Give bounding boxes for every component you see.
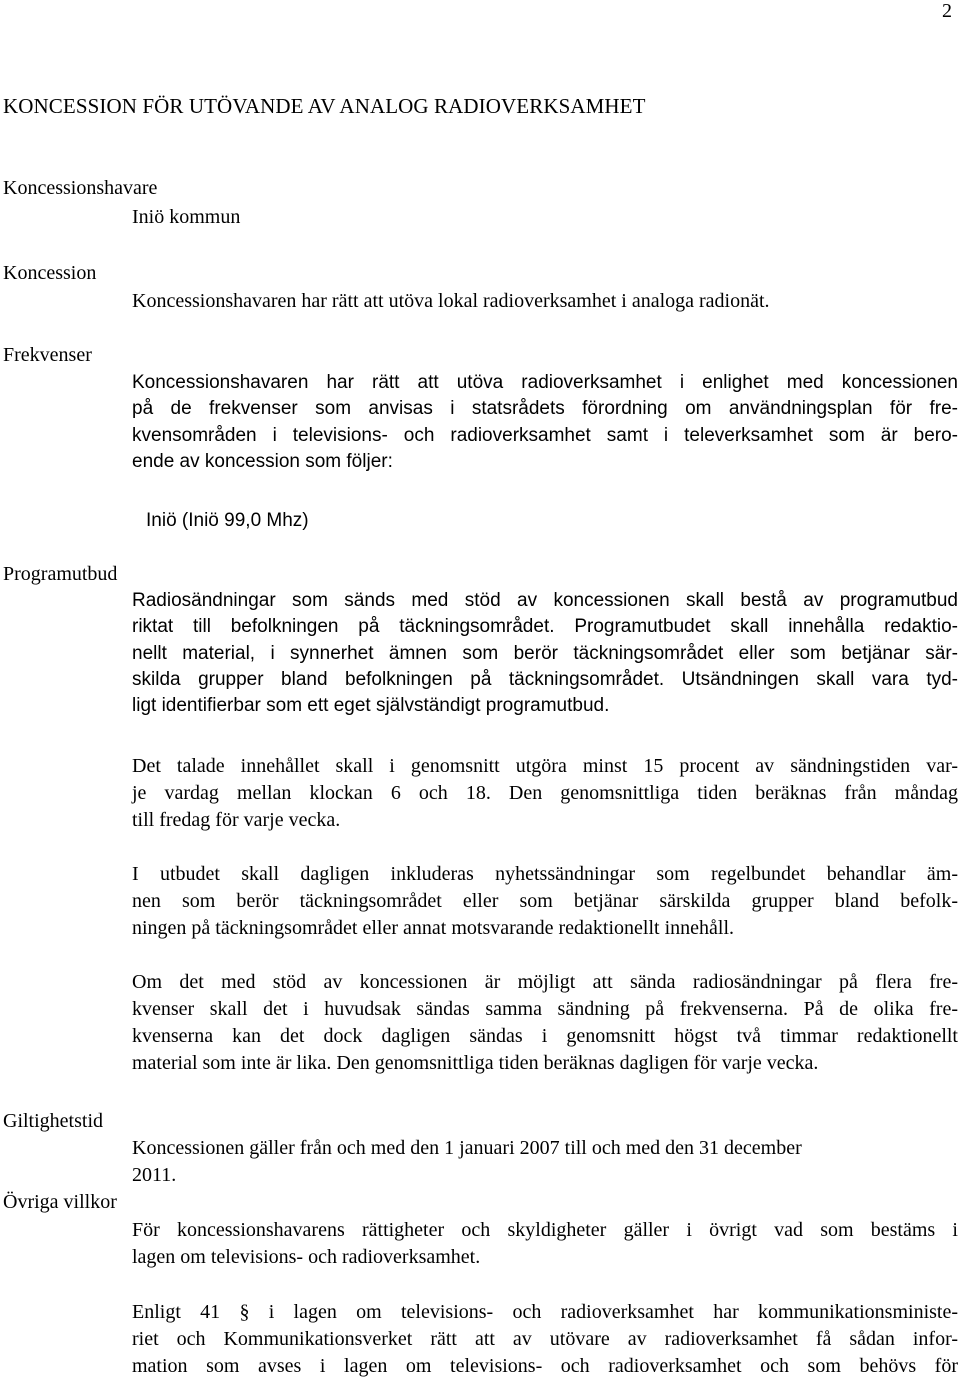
programutbud-paragraph-2 — [132, 753, 958, 834]
text-line: Enligt 41 § i lagen om televisions- och radioverksamhet har kommunikationsministe- — [132, 1301, 958, 1323]
text-line: material som inte är lika. Den genomsnittliga tiden beräknas dagligen för varje vecka. — [132, 1052, 819, 1074]
text-line: ligt identifierbar som ett eget självständigt programutbud. — [132, 695, 610, 717]
ovriga-villkor-paragraph-2 — [132, 1299, 958, 1380]
text-line: riet och Kommunikationsverket rätt att av utövare av radioverksamhet få sådan infor- — [132, 1328, 958, 1350]
text-line: För koncessionshavarens rättigheter och skyldigheter gäller i övrigt vad som bestäms i — [132, 1219, 958, 1241]
text-line: Koncessionshavaren har rätt att utöva radioverksamhet i enlighet med koncessionen — [132, 372, 958, 393]
text-line: I utbudet skall dagligen inkluderas nyhetssändningar som regelbundet behandlar äm- — [132, 863, 958, 885]
ovriga-villkor-paragraph-1 — [132, 1217, 958, 1271]
programutbud-paragraph-3 — [132, 861, 958, 942]
text-line: till fredag för varje vecka. — [132, 809, 341, 831]
frekvenser-paragraph — [132, 370, 958, 475]
section-label-koncessionshavare: Koncessionshavare — [3, 177, 158, 199]
text-line: riktat till befolkningen på täckningsområdet. Programutbudet skall innehålla redaktio- — [132, 616, 958, 638]
text-line: ningen på täckningsområdet eller annat motsvarande redaktionellt innehåll. — [132, 917, 735, 939]
text-line: på de frekvenser som anvisas i statsrådets förordning om användningsplan för fre- — [132, 398, 958, 420]
text-line: nen som berör täckningsområdet eller som betjänar särskilda grupper bland befolk- — [132, 890, 958, 912]
text-line: mation som avses i lagen om televisions- och radioverksamhet och som behövs för — [132, 1355, 958, 1377]
frequency-entry: Iniö (Iniö 99,0 Mhz) — [146, 510, 309, 531]
giltighetstid-text — [132, 1135, 958, 1189]
text-line: kvenserna kan det dock dagligen sändas i genomsnitt högst två timmar redaktionellt — [132, 1025, 958, 1047]
text-line: Om det med stöd av koncessionen är möjligt att sända radiosändningar på flera fre- — [132, 971, 958, 993]
koncessionshavare-value: Iniö kommun — [132, 206, 241, 228]
text-line: je vardag mellan klockan 6 och 18. Den genomsnittliga tiden beräknas från måndag — [132, 782, 958, 804]
text-line: skilda grupper bland befolkningen på täckningsområdet. Utsändningen skall vara tyd- — [132, 668, 958, 690]
koncession-text: Koncessionshavaren har rätt att utöva lokal radioverksamhet i analoga radionät. — [132, 290, 770, 312]
document-title: KONCESSION FÖR UTÖVANDE AV ANALOG RADIOVERKSAMHET — [3, 94, 646, 118]
programutbud-paragraph-4 — [132, 969, 958, 1077]
text-line: Koncessionen gäller från och med den 1 januari 2007 till och med den 31 december — [132, 1137, 802, 1159]
page-number: 2 — [942, 0, 952, 22]
programutbud-paragraph-1 — [132, 588, 958, 719]
text-line: kvensområden i televisions- och radioverksamhet samt i televerksamhet som är bero- — [132, 424, 958, 446]
text-line: nellt material, i synnerhet ämnen som berör täckningsområdet eller som betjänar sär- — [132, 642, 958, 664]
text-line: Det talade innehållet skall i genomsnitt utgöra minst 15 procent av sändningstiden var- — [132, 755, 958, 777]
section-label-ovriga-villkor: Övriga villkor — [3, 1191, 117, 1213]
text-line: lagen om televisions- och radioverksamhet. — [132, 1246, 481, 1268]
text-line: 2011. — [132, 1164, 177, 1186]
section-label-koncession: Koncession — [3, 262, 97, 284]
text-line: ende av koncession som följer: — [132, 450, 393, 472]
text-line: kvenser skall det i huvudsak sändas samma sändning på frekvenserna. På de olika fre- — [132, 998, 958, 1020]
section-label-programutbud: Programutbud — [3, 563, 118, 585]
text-line: Radiosändningar som sänds med stöd av koncessionen skall bestå av programutbud — [132, 590, 958, 611]
section-label-giltighetstid: Giltighetstid — [3, 1110, 103, 1132]
section-label-frekvenser: Frekvenser — [3, 344, 92, 366]
